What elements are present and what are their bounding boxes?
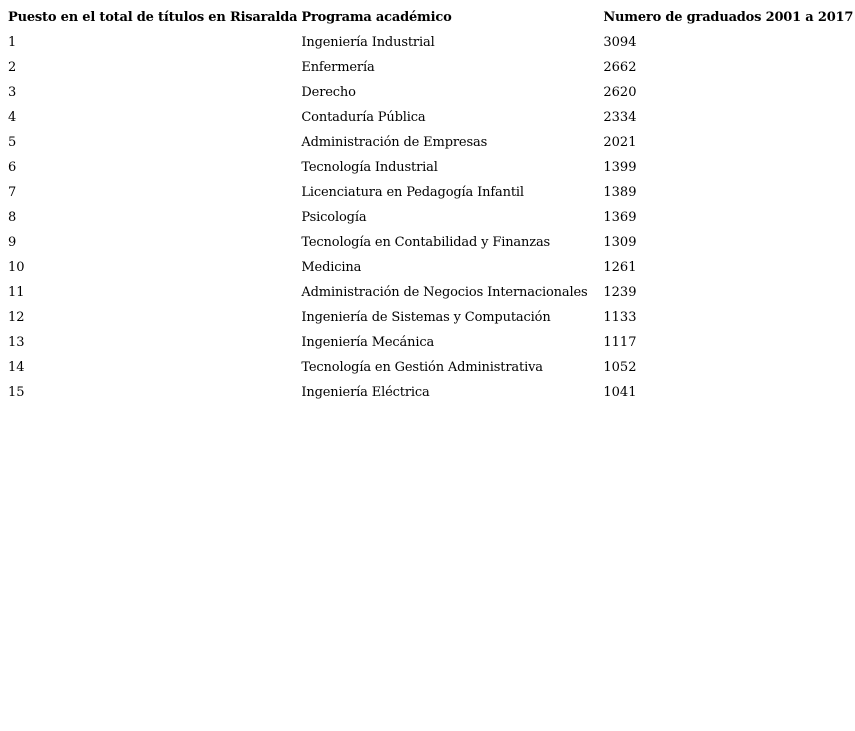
header-rank: Puesto en el total de títulos en Risaralda <box>8 10 298 25</box>
graduates-cell: 1369 <box>603 210 637 225</box>
program-cell: Enfermería <box>301 60 375 75</box>
program-cell: Tecnología Industrial <box>301 160 438 175</box>
program-cell: Contaduría Pública <box>301 110 426 125</box>
program-cell: Medicina <box>301 260 362 275</box>
table-row <box>4 230 854 255</box>
graduates-cell: 2334 <box>603 110 637 125</box>
table-row <box>4 380 854 405</box>
rank-cell: 3 <box>8 85 17 100</box>
graduates-cell: 1052 <box>603 360 637 375</box>
rank-cell: 6 <box>8 160 17 175</box>
rank-cell: 5 <box>8 135 17 150</box>
rank-cell: 14 <box>8 360 25 375</box>
program-cell: Ingeniería Mecánica <box>301 335 435 350</box>
graduates-cell: 1261 <box>603 260 637 275</box>
program-cell: Tecnología en Gestión Administrativa <box>301 360 543 375</box>
program-cell: Ingeniería de Sistemas y Computación <box>301 310 551 325</box>
graduates-cell: 1309 <box>603 235 637 250</box>
rank-cell: 13 <box>8 335 25 350</box>
program-cell: Ingeniería Industrial <box>301 35 435 50</box>
table-row <box>4 280 854 305</box>
graduates-cell: 1041 <box>603 385 637 400</box>
program-cell: Tecnología en Contabilidad y Finanzas <box>301 235 551 250</box>
rank-cell: 15 <box>8 385 25 400</box>
table-row <box>4 130 854 155</box>
table-row <box>4 155 854 180</box>
rank-cell: 1 <box>8 35 17 50</box>
program-cell: Licenciatura en Pedagogía Infantil <box>301 185 524 200</box>
table-row <box>4 80 854 105</box>
table-row <box>4 355 854 380</box>
graduates-cell: 3094 <box>603 35 637 50</box>
table-row <box>4 205 854 230</box>
graduates-table <box>4 5 854 405</box>
graduates-cell: 1399 <box>603 160 637 175</box>
rank-cell: 11 <box>8 285 25 300</box>
rank-cell: 7 <box>8 185 17 200</box>
table-row <box>4 30 854 55</box>
header-graduates: Numero de graduados 2001 a 2017 <box>603 10 854 25</box>
table-row <box>4 105 854 130</box>
table-row <box>4 55 854 80</box>
rank-cell: 9 <box>8 235 17 250</box>
program-cell: Administración de Empresas <box>301 135 488 150</box>
graduates-cell: 2662 <box>603 60 637 75</box>
graduates-cell: 1117 <box>603 335 637 350</box>
table-row <box>4 305 854 330</box>
graduates-cell: 1133 <box>603 310 637 325</box>
table-row <box>4 180 854 205</box>
graduates-cell: 2021 <box>603 135 637 150</box>
header-program: Programa académico <box>301 10 452 25</box>
graduates-cell: 2620 <box>603 85 637 100</box>
rank-cell: 8 <box>8 210 17 225</box>
table-row <box>4 255 854 280</box>
program-cell: Ingeniería Eléctrica <box>301 385 430 400</box>
graduates-cell: 1239 <box>603 285 637 300</box>
program-cell: Derecho <box>301 85 356 100</box>
rank-cell: 10 <box>8 260 25 275</box>
table-header-row <box>4 5 854 30</box>
program-cell: Psicología <box>301 210 367 225</box>
graduates-cell: 1389 <box>603 185 637 200</box>
table-row <box>4 330 854 355</box>
rank-cell: 4 <box>8 110 17 125</box>
program-cell: Administración de Negocios Internacionales <box>301 285 588 300</box>
rank-cell: 12 <box>8 310 25 325</box>
rank-cell: 2 <box>8 60 17 75</box>
